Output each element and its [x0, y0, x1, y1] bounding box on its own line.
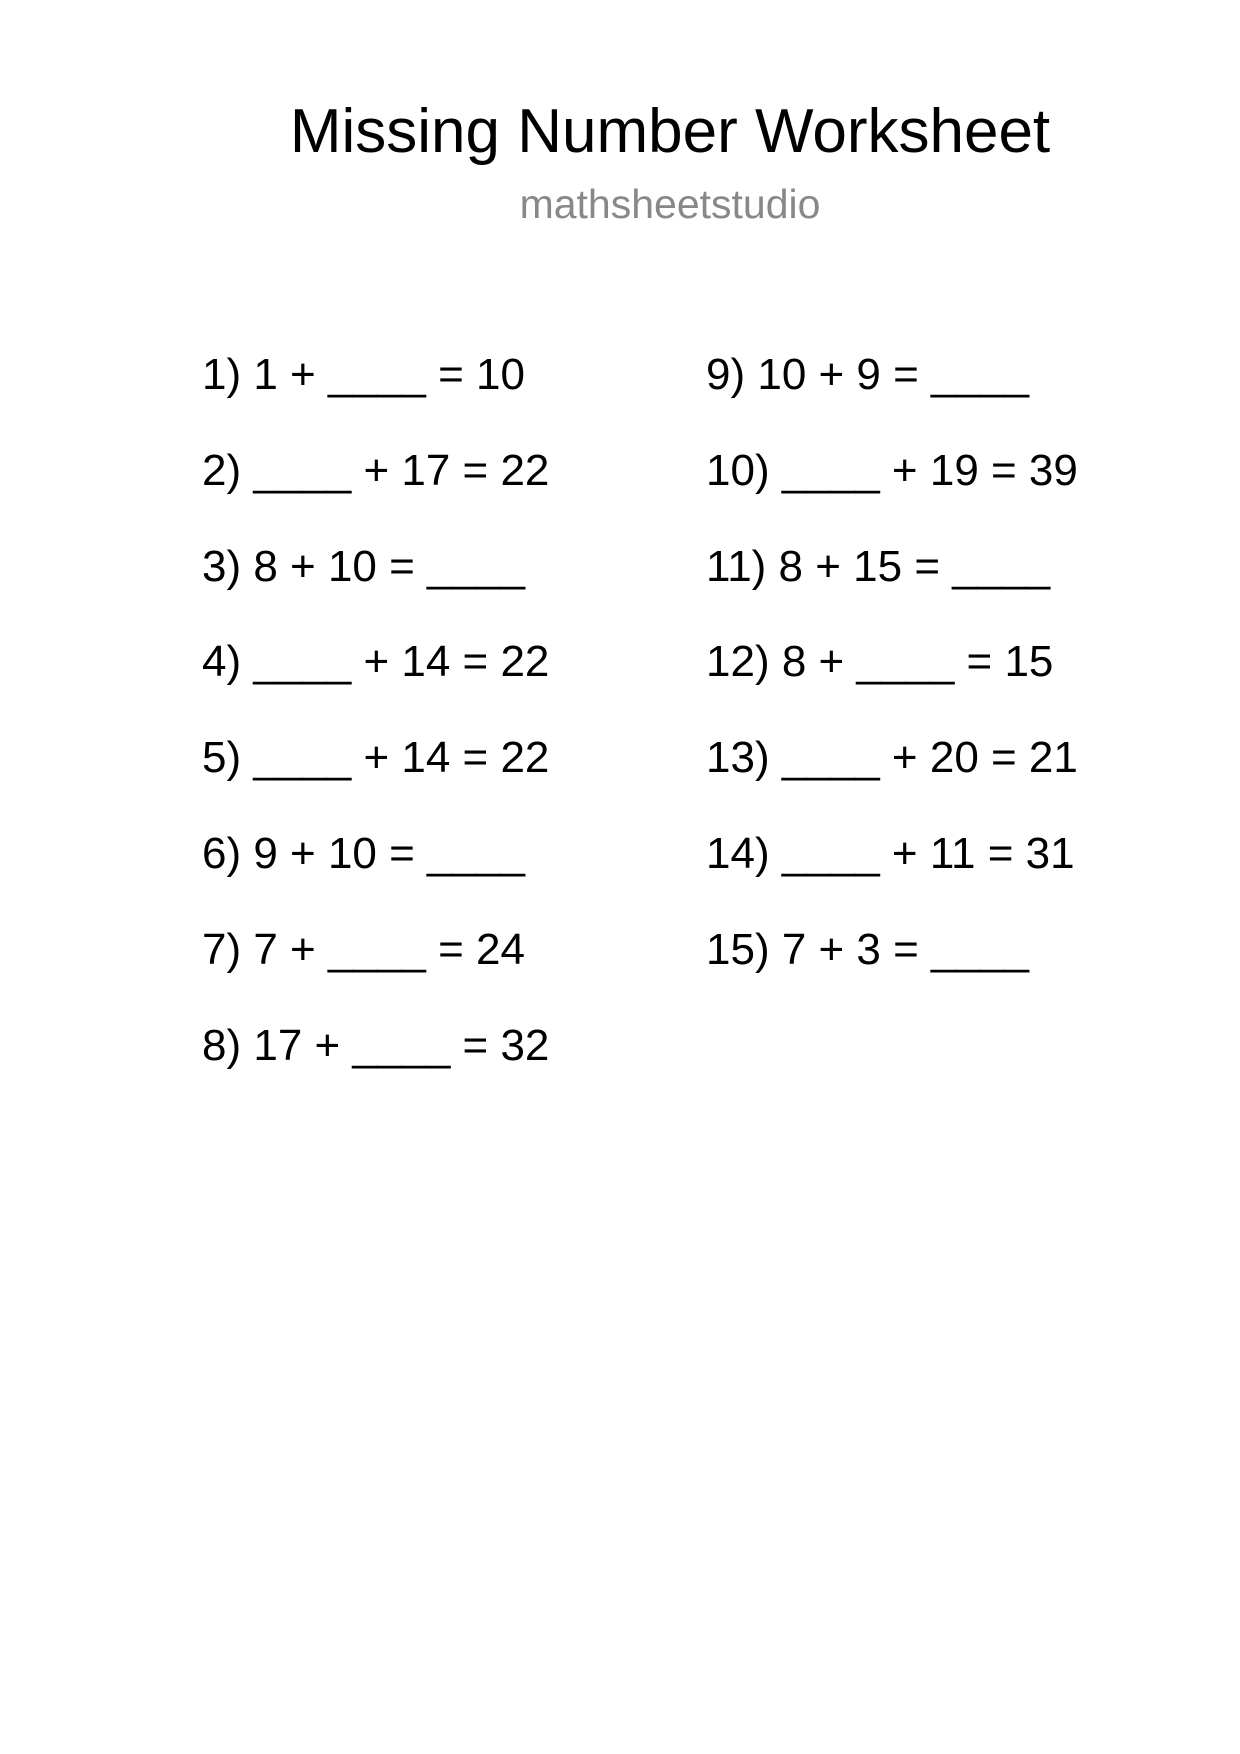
problem-7: 7) 7 + ____ = 24	[202, 924, 525, 974]
problem-12: 12) 8 + ____ = 15	[706, 637, 1054, 687]
problem-2: 2) ____ + 17 = 22	[202, 445, 550, 495]
problem-column-right	[706, 345, 1078, 1016]
problem-1: 1) 1 + ____ = 10	[202, 350, 525, 399]
worksheet-subtitle: mathsheetstudio	[519, 181, 821, 227]
problem-14: 14) ____ + 11 = 31	[706, 828, 1075, 878]
problem-3: 3) 8 + 10 = ____	[202, 541, 525, 591]
problem-column-left	[202, 345, 549, 1111]
problem-10: 10) ____ + 19 = 39	[706, 445, 1078, 495]
problem-11: 11) 8 + 15 = ____	[706, 541, 1051, 591]
problem-5: 5) ____ + 14 = 22	[202, 733, 550, 783]
problem-15: 15) 7 + 3 = ____	[706, 924, 1029, 974]
problem-4: 4) ____ + 14 = 22	[202, 637, 550, 687]
problem-13: 13) ____ + 20 = 21	[706, 733, 1078, 783]
problem-8: 8) 17 + ____ = 32	[202, 1020, 550, 1070]
problem-6: 6) 9 + 10 = ____	[202, 828, 525, 878]
worksheet-title: Missing Number Worksheet	[289, 97, 1051, 166]
problem-9: 9) 10 + 9 = ____	[706, 350, 1029, 399]
